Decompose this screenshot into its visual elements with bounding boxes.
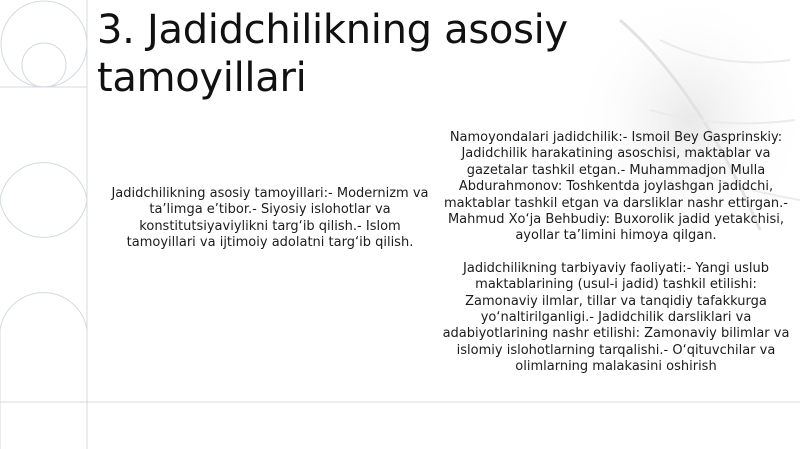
representatives-paragraph: Namoyondalari jadidchilik:- Ismoil Bey Gasprinskiy: Jadidchilik harakatining asoschisi, maktablar va gazetalar tashkil etgan.- Muhammadjon Mulla Abdurahmonov: Toshkentda joylashgan jadidchi, maktablar tashkil etgan va darsliklar nashr ettirgan.- Mahmud Xo‘ja Behbudiy: Buxorolik jadid yetakchisi, ayollar ta’limini himoya qilgan.	[443, 130, 788, 244]
slide-title: 3. Jadidchilikning asosiy tamoyillari	[97, 7, 568, 101]
educational-activity-paragraph: Jadidchilikning tarbiyaviy faoliyati:- Yangi uslub maktablarining (usul-i jadid) tashkil etilishi: Zamonaviy ilmlar, tillar va tanqidiy tafakkurga yo‘naltirilganligi.- Jadidchilik darsliklari va adabiyotlarining nashr etilishi: Zamonaviy bilimlar va islomiy islohotlarning tarqalishi.- O‘qituvchilar va olimlarning malakasini oshirish	[442, 260, 790, 375]
right-text-block	[440, 130, 792, 376]
left-text-block: Jadidchilikning asosiy tamoyillari:- Modernizm va ta’limga e’tibor.- Siyosiy islohotlar va konstitutsiyaviylikni targ‘ib qilish.- Islom tamoyillari va ijtimoiy adolatni targ‘ib qilish.	[111, 186, 429, 251]
